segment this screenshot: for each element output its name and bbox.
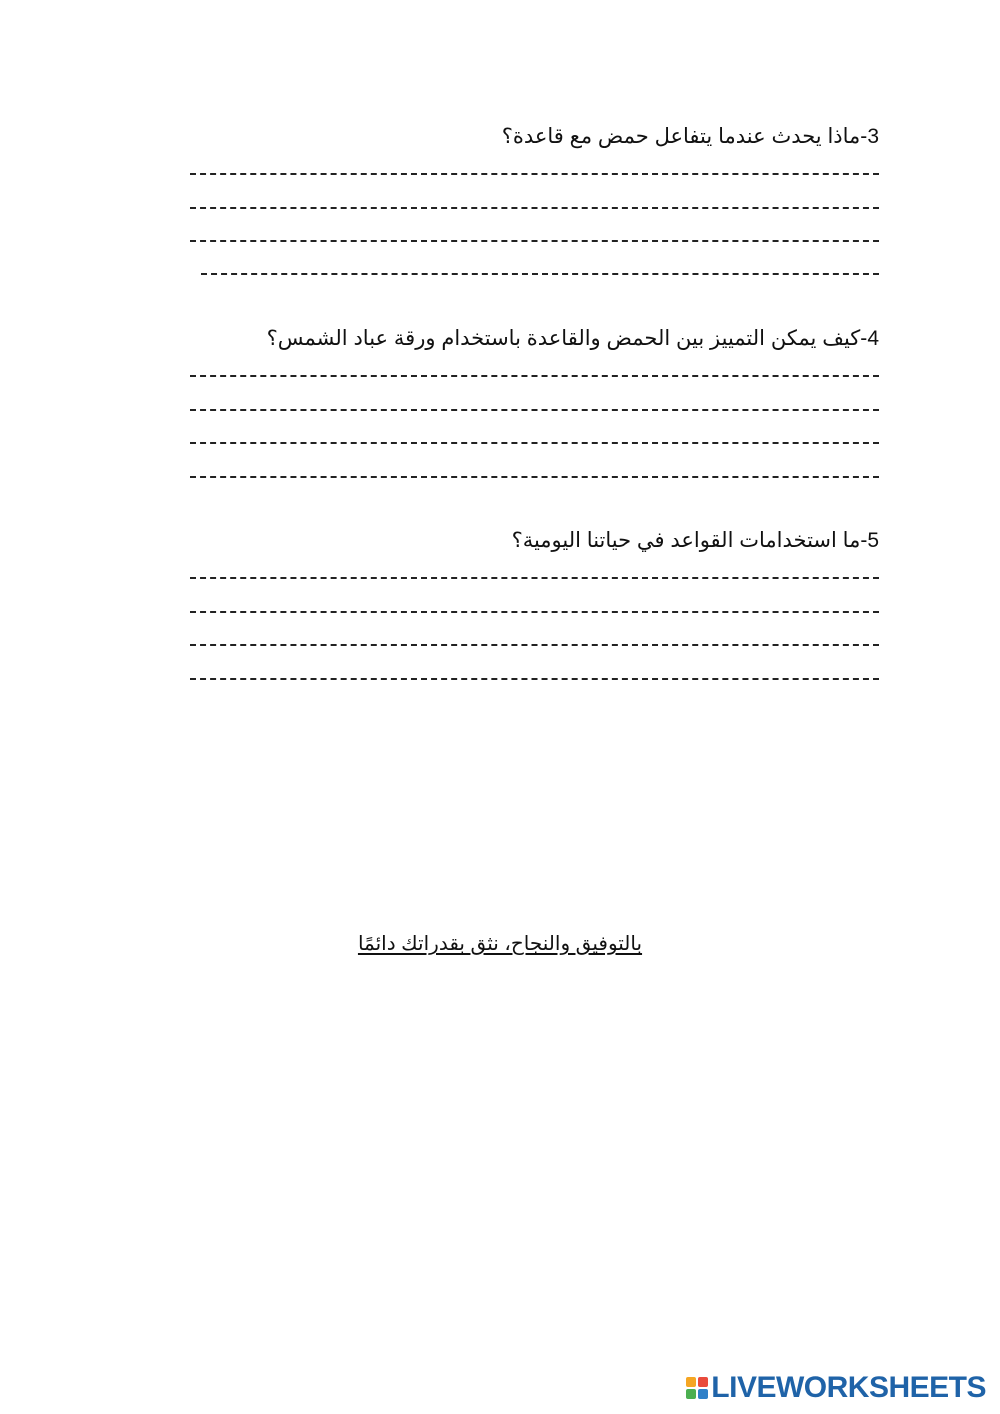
question-5: 5-ما استخدامات القواعد في حياتنا اليومية؟: [511, 529, 879, 552]
answer-line[interactable]: [201, 273, 879, 275]
answer-line[interactable]: [190, 577, 879, 579]
question-4: 4-كيف يمكن التمييز بين الحمض والقاعدة باستخدام ورقة عباد الشمس؟: [266, 327, 879, 350]
question-3: 3-ماذا يحدث عندما يتفاعل حمض مع قاعدة؟: [501, 125, 879, 148]
answer-line[interactable]: [190, 678, 879, 680]
logo-square: [698, 1377, 708, 1387]
answer-line[interactable]: [190, 644, 879, 646]
closing-message: [0, 931, 1000, 956]
closing-text: بالتوفيق والنجاح، نثق بقدراتك دائمًا: [357, 933, 643, 955]
logo-square: [698, 1389, 708, 1399]
answer-line[interactable]: [190, 207, 879, 209]
answer-line[interactable]: [190, 375, 879, 377]
answer-line[interactable]: [190, 173, 879, 175]
brand-name: LIVEWORKSHEETS: [711, 1371, 986, 1404]
logo-square: [686, 1389, 696, 1399]
answer-line[interactable]: [190, 611, 879, 613]
liveworksheets-logo-icon: [686, 1377, 708, 1399]
answer-line[interactable]: [190, 476, 879, 478]
answer-line[interactable]: [190, 240, 879, 242]
logo-square: [686, 1377, 696, 1387]
answer-line[interactable]: [190, 409, 879, 411]
liveworksheets-brand: [686, 1372, 986, 1404]
answer-line[interactable]: [190, 442, 879, 444]
